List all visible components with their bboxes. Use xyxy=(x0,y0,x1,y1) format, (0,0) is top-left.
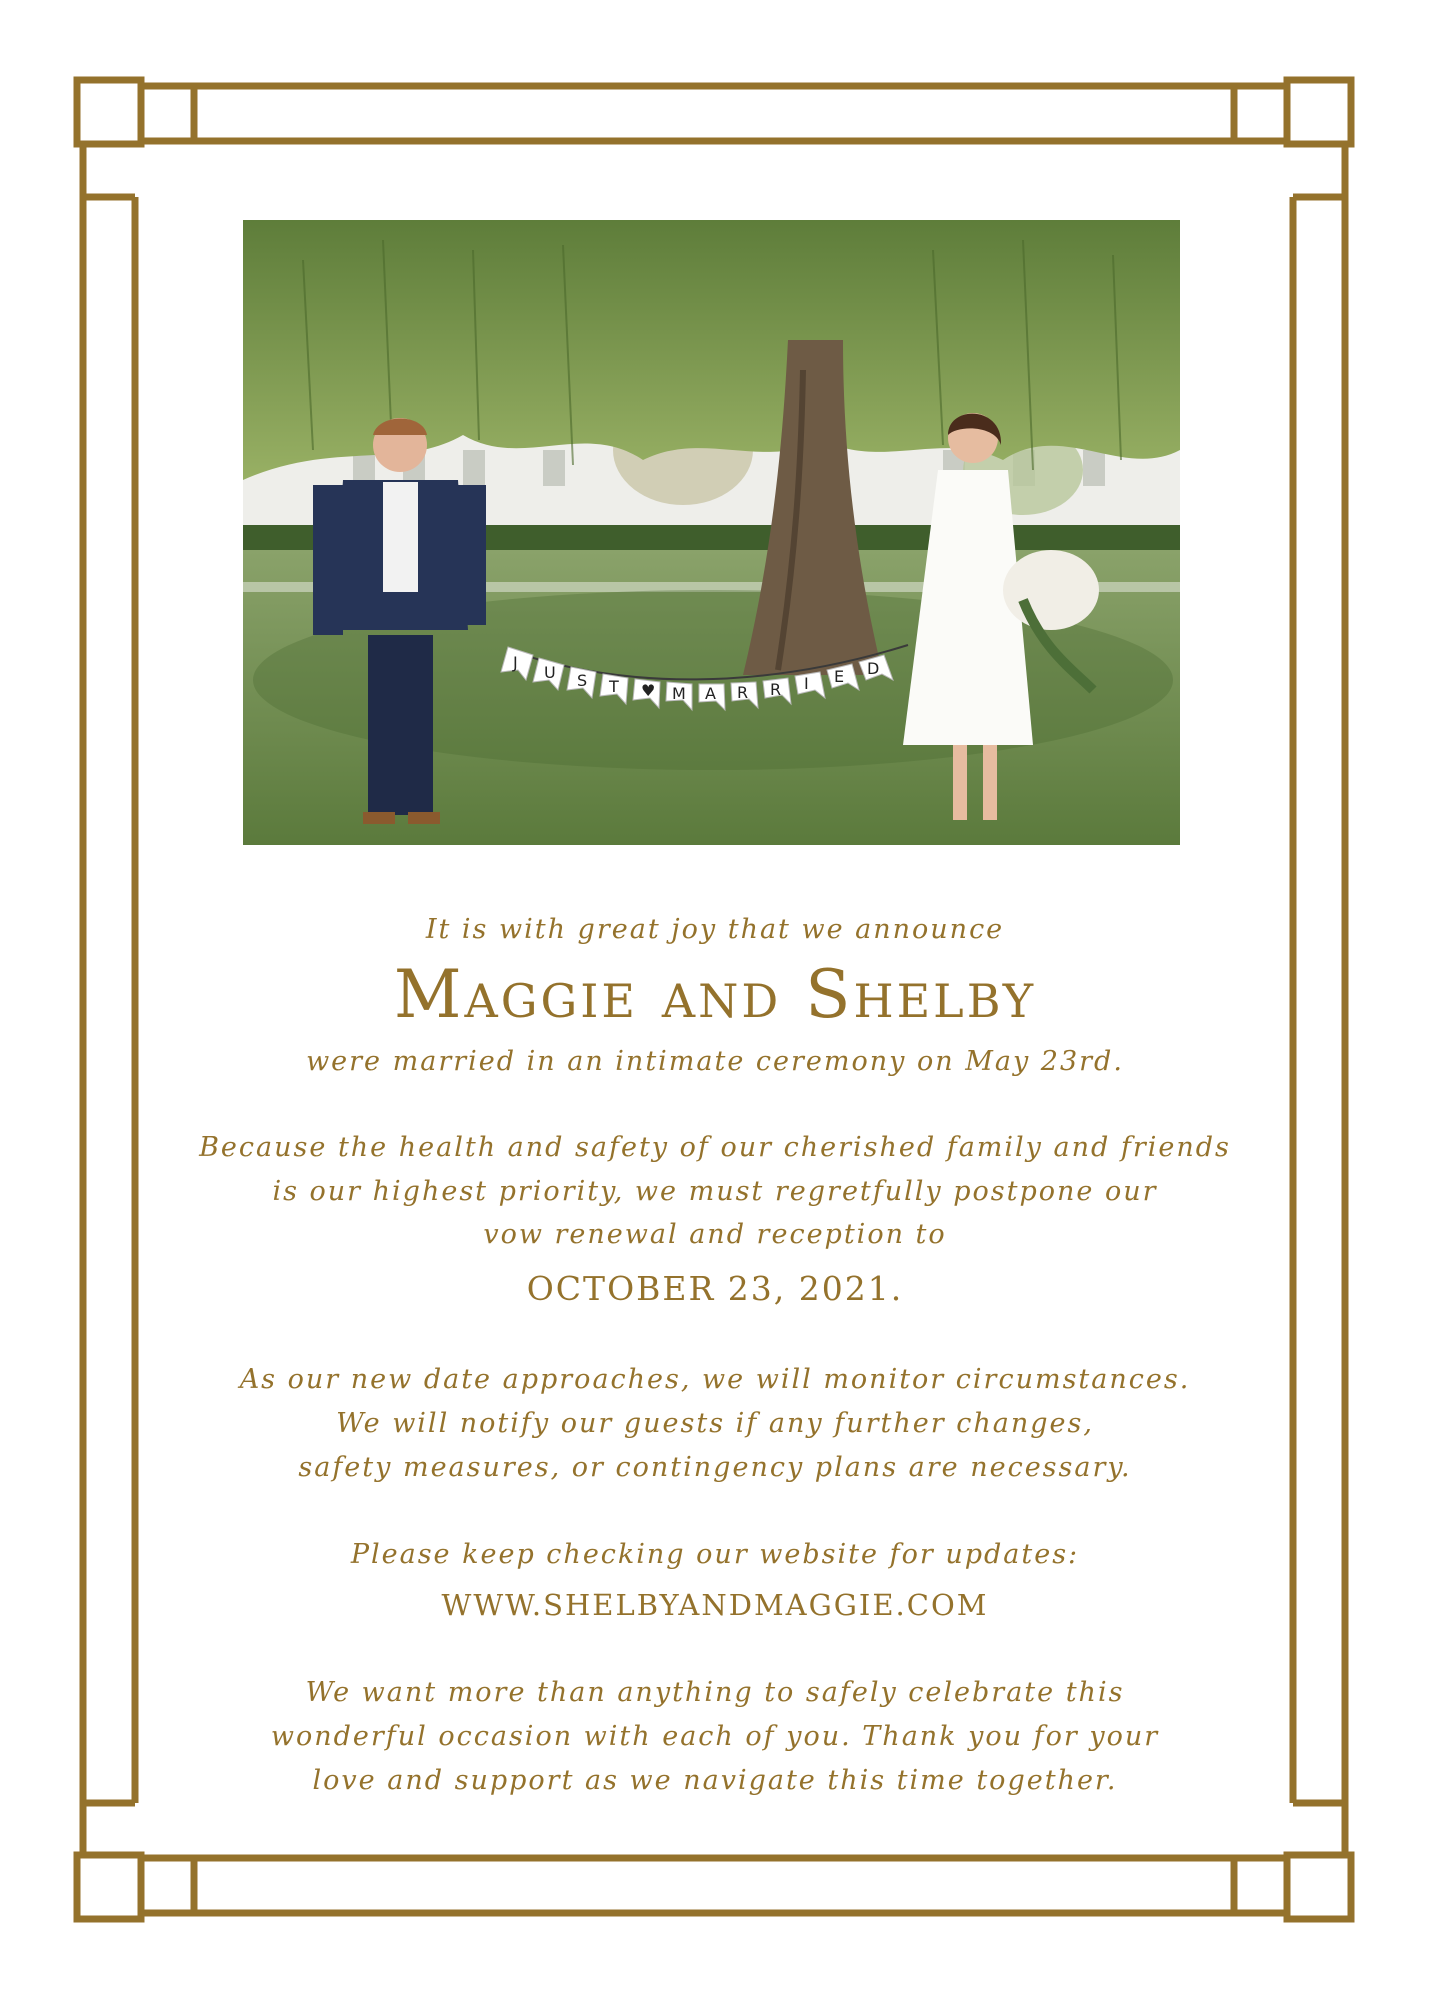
banner-letter: U xyxy=(544,663,556,682)
frame-corner-top-left xyxy=(77,80,141,144)
banner-letter: R xyxy=(737,683,749,702)
intro-line: It is with great joy that we announce xyxy=(425,914,1005,945)
banner-letter: S xyxy=(577,671,588,690)
banner-letter: M xyxy=(672,684,686,703)
postpone-line: Because the health and safety of our cherished family and friends xyxy=(199,1132,1231,1163)
frame-corner-bottom-right xyxy=(1287,1855,1351,1919)
couple-photo xyxy=(243,220,1180,845)
monitor-line: We will notify our guests if any further changes, xyxy=(336,1408,1094,1439)
closing-line: love and support as we navigate this time together. xyxy=(312,1765,1118,1796)
closing-line: We want more than anything to safely celebrate this xyxy=(305,1677,1125,1708)
banner-letter: I xyxy=(804,674,809,693)
married-line: were married in an intimate ceremony on May 23rd. xyxy=(306,1046,1124,1077)
couple-names: Maggie and Shelby xyxy=(393,956,1037,1033)
postpone-line: is our highest priority, we must regretfully postpone our xyxy=(272,1176,1158,1207)
closing-line: wonderful occasion with each of you. Thank you for your xyxy=(270,1721,1160,1752)
monitor-line: As our new date approaches, we will monitor circumstances. xyxy=(239,1364,1191,1395)
new-date: OCTOBER 23, 2021. xyxy=(526,1269,904,1308)
banner-letter: ♥ xyxy=(641,681,656,700)
website-prompt: Please keep checking our website for updates: xyxy=(350,1539,1080,1570)
banner-letter: A xyxy=(705,684,716,703)
banner-letter: R xyxy=(770,680,782,699)
banner-letter: J xyxy=(513,653,518,672)
frame-corner-top-right xyxy=(1287,80,1351,144)
banner-letter: E xyxy=(834,667,845,686)
banner-letter: T xyxy=(609,677,619,696)
website-link[interactable]: WWW.SHELBYANDMAGGIE.COM xyxy=(441,1588,989,1622)
postpone-line: vow renewal and reception to xyxy=(483,1219,947,1250)
frame-corner-bottom-left xyxy=(77,1855,141,1919)
banner-letter: D xyxy=(867,659,880,678)
monitor-line: safety measures, or contingency plans are necessary. xyxy=(298,1452,1132,1483)
